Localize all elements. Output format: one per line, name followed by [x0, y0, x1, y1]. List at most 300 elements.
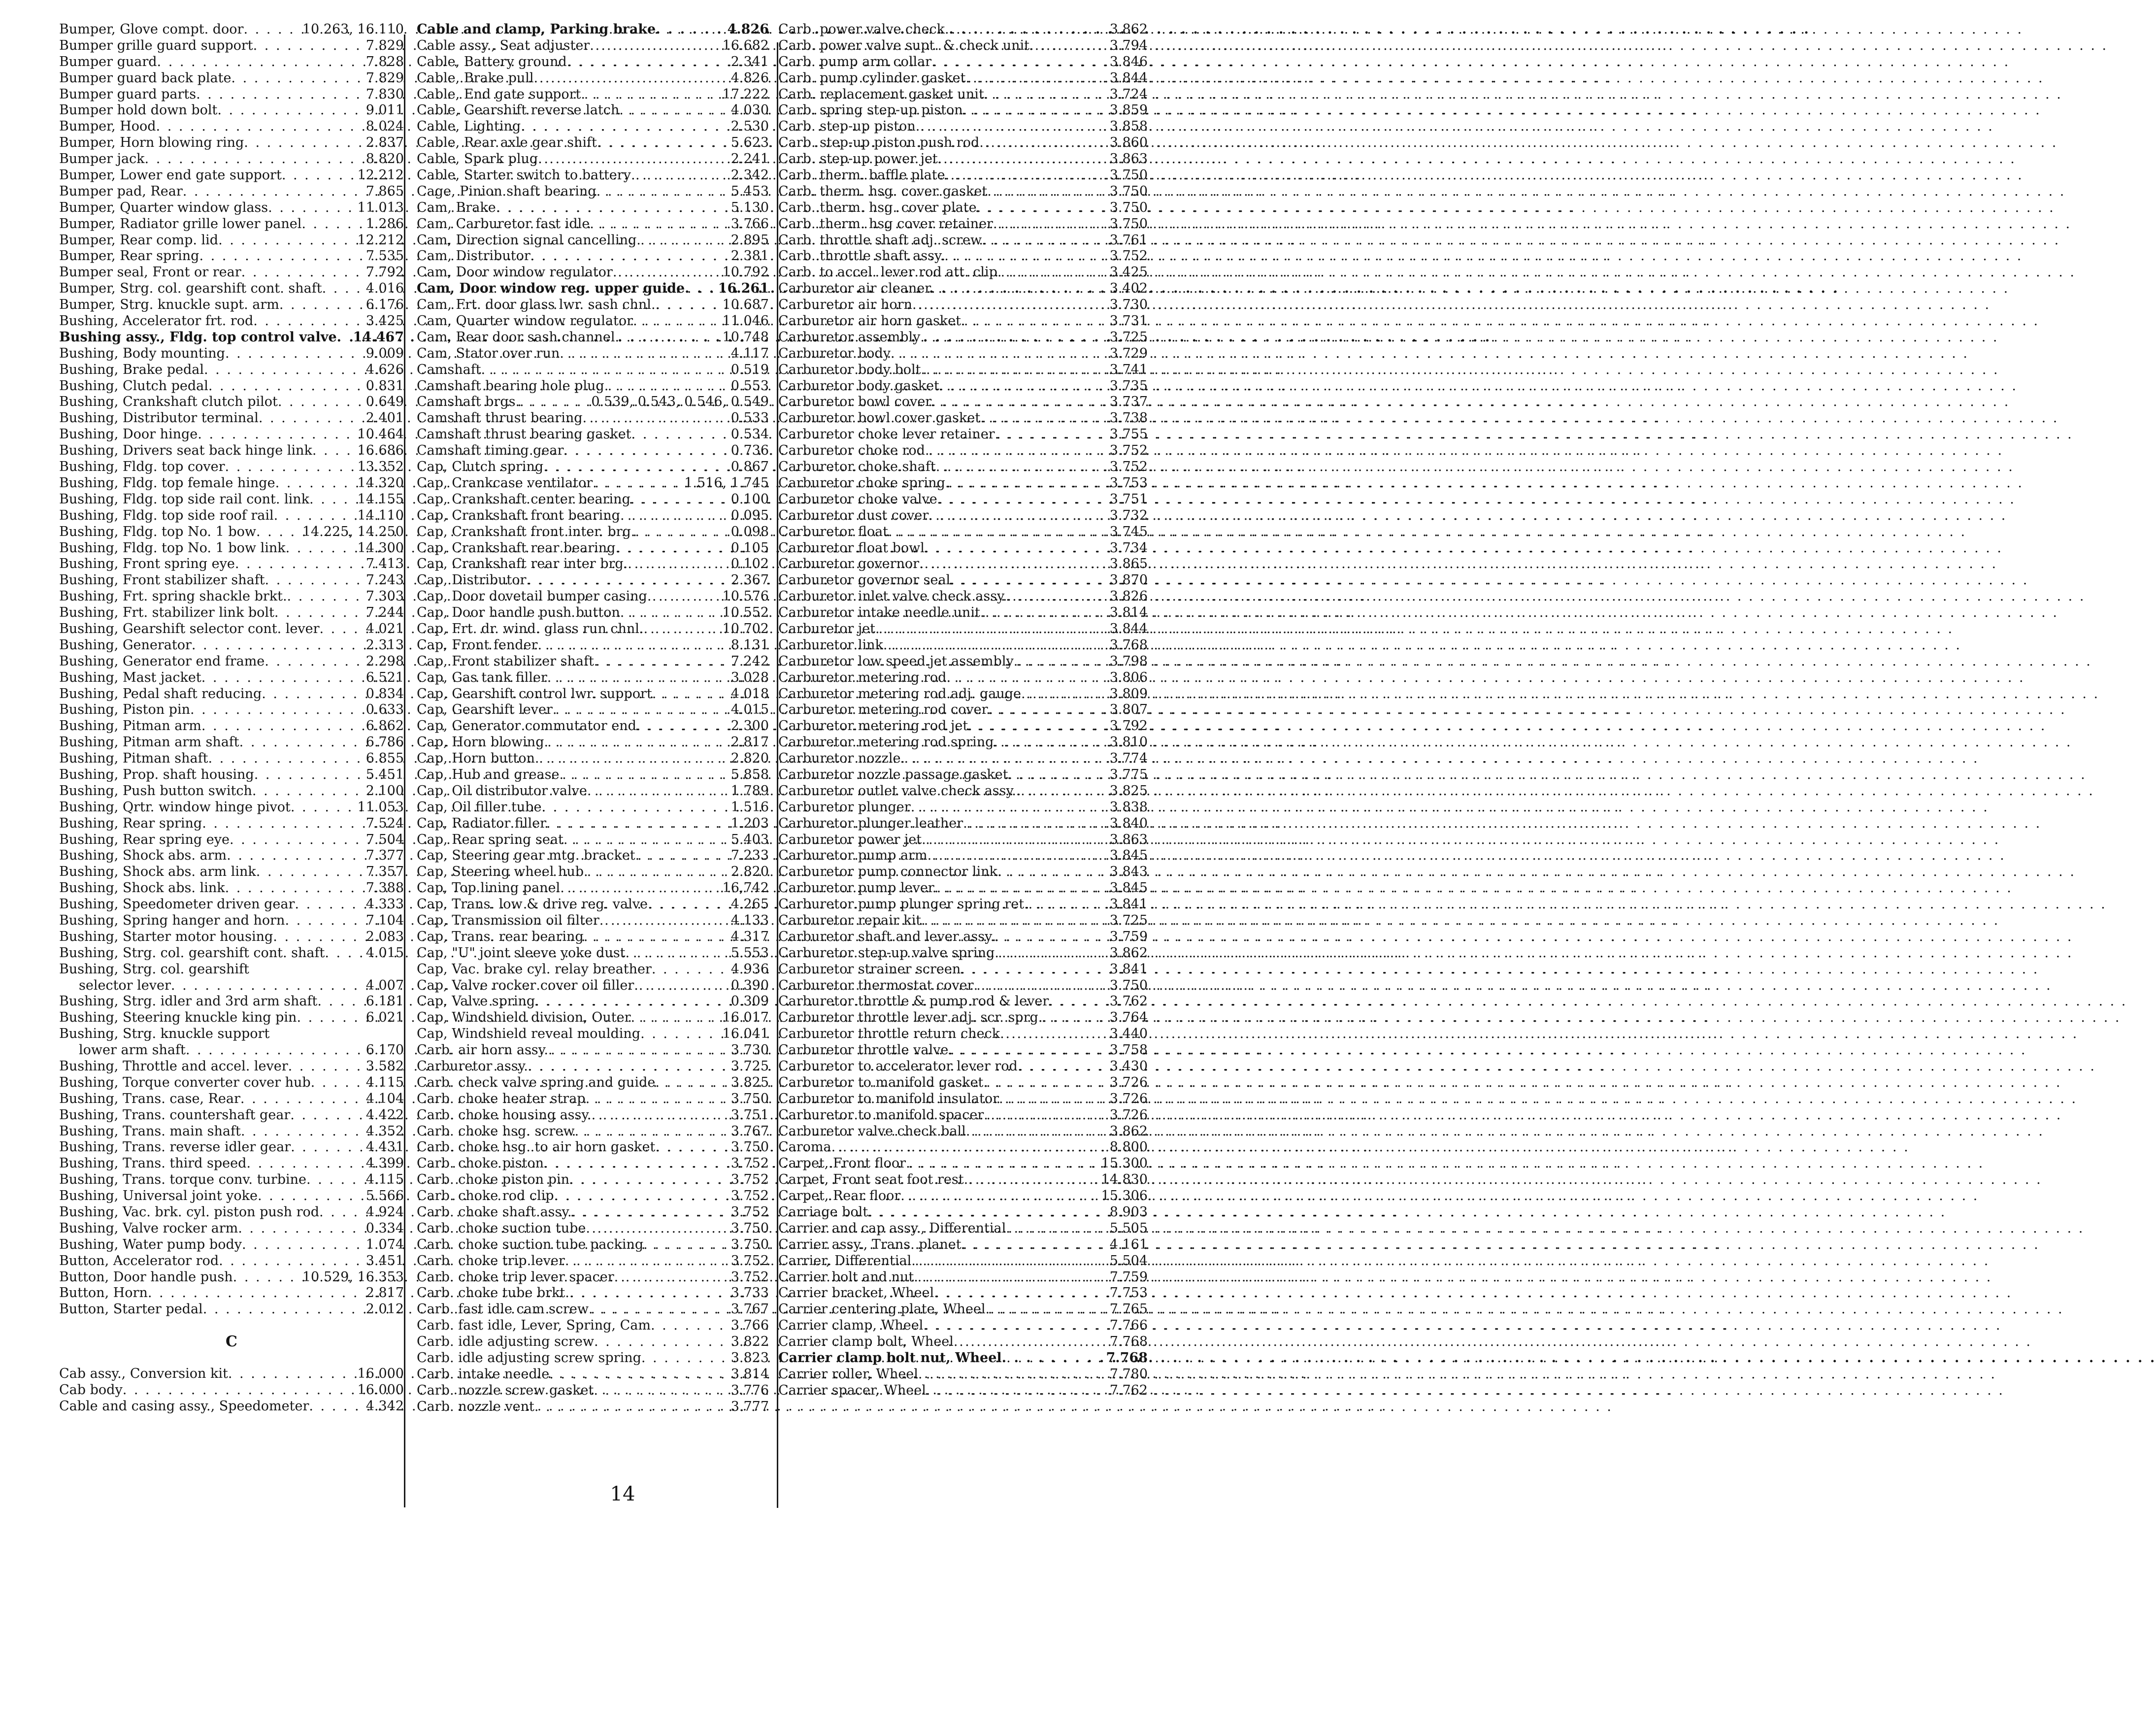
- dot-leader: [240, 1091, 364, 1107]
- entry-part-number: 3.845: [1109, 880, 1148, 896]
- index-entry: [59, 913, 404, 929]
- dot-leader: [225, 459, 356, 475]
- entry-part-number: 4.117: [730, 345, 769, 361]
- dot-leader: [597, 184, 729, 200]
- index-entry: [59, 945, 404, 962]
- index-entry: [778, 880, 1148, 897]
- dot-leader: [238, 1221, 364, 1237]
- index-entry: [59, 783, 404, 800]
- index-entry: [59, 686, 404, 702]
- dot-leader: [520, 394, 589, 410]
- index-entry: [778, 994, 1148, 1010]
- entry-label: Bumper jack: [59, 151, 145, 167]
- entry-part-number: 3.730: [1109, 297, 1148, 313]
- entry-label: Camshaft brgs.: [417, 394, 520, 410]
- index-entry: [778, 540, 1148, 557]
- entry-part-number: 3.750: [1109, 167, 1148, 183]
- dot-leader: [589, 1301, 729, 1318]
- entry-label: Camshaft bearing hole plug: [417, 378, 604, 394]
- entry-part-number: 3.865: [1109, 556, 1148, 572]
- index-entry: [417, 751, 769, 767]
- dot-leader: [888, 524, 1108, 540]
- entry-label: Cap, Steering gear mtg. bracket: [417, 848, 635, 864]
- dot-leader: [183, 184, 364, 200]
- entry-label: Bushing, Throttle and accel. lever: [59, 1059, 288, 1074]
- entry-label: Cap, Gas tank filler: [417, 669, 547, 685]
- entry-label: Cable, Rear axle gear shift: [417, 135, 597, 151]
- entry-part-number: 3.752: [730, 1253, 769, 1268]
- dot-leader: [931, 281, 1108, 297]
- entry-part-number: 3.750: [1109, 216, 1148, 232]
- entry-label: Cap, Top lining panel: [417, 880, 561, 896]
- entry-part-number: 7.768: [1109, 1334, 1148, 1350]
- entry-label: Carb. choke trip lever: [417, 1253, 565, 1268]
- index-entry: [778, 394, 1148, 410]
- entry-part-number: 3.843: [1109, 864, 1148, 880]
- entry-part-number: 7.504: [365, 832, 404, 847]
- entry-label: Cable and clamp, Parking brake: [417, 22, 656, 37]
- index-entry: [59, 1253, 404, 1269]
- dot-leader: [628, 556, 729, 572]
- dot-leader: [923, 1318, 1107, 1334]
- index-entry: [59, 378, 404, 395]
- entry-label: Bushing, Trans. reverse idler gear: [59, 1139, 291, 1155]
- entry-label: Carburetor nozzle: [778, 751, 901, 767]
- dot-leader: [265, 572, 364, 589]
- index-entry: [59, 54, 404, 70]
- index-entry: [778, 605, 1148, 621]
- entry-part-number: 10.552: [722, 605, 769, 621]
- index-entry: [778, 556, 1148, 572]
- entry-part-number: 7.388: [365, 880, 404, 896]
- index-entry: [59, 330, 404, 346]
- entry-part-number: 3.741: [1109, 362, 1148, 377]
- index-entry: [417, 880, 769, 897]
- entry-part-number: 14.155: [357, 491, 404, 507]
- dot-leader: [278, 394, 364, 410]
- entry-label: Bushing, Mast jacket: [59, 669, 201, 685]
- entry-label: Carburetor intake needle unit: [778, 605, 980, 621]
- entry-label: Cap, Door dovetail bumper casing: [417, 589, 647, 604]
- index-entry: [778, 978, 1148, 994]
- dot-leader: [544, 1156, 729, 1172]
- entry-part-number: 3.750: [730, 1091, 769, 1106]
- dot-leader: [1006, 1221, 1107, 1237]
- entry-label: Carrier roller, Wheel: [778, 1366, 918, 1382]
- entry-part-number: 4.021: [365, 621, 404, 636]
- index-entry: [778, 897, 1148, 913]
- dot-leader: [199, 248, 364, 265]
- entry-part-number: 2.241: [730, 151, 769, 167]
- index-entry: [417, 216, 769, 233]
- dot-leader: [546, 816, 729, 832]
- dot-leader: [309, 492, 355, 508]
- entry-part-number: 16.041: [722, 1026, 769, 1042]
- entry-part-number: 0.533: [730, 410, 769, 426]
- entry-part-number: 3.840: [1109, 815, 1148, 831]
- dot-leader: [587, 783, 729, 800]
- entry-part-number: 3.863: [1109, 151, 1148, 167]
- entry-label: Carb. idle adjusting screw spring: [417, 1350, 641, 1366]
- entry-label: Bushing, Speedometer driven gear: [59, 897, 295, 912]
- entry-label: selector lever: [79, 977, 171, 993]
- entry-label: Carb. choke rod clip: [417, 1188, 554, 1204]
- index-entry: [778, 1221, 1148, 1237]
- entry-part-number: 0.534: [730, 427, 769, 442]
- entry-part-number: 16.000: [357, 1366, 404, 1382]
- entry-label: Cap, Rear spring seat: [417, 832, 564, 847]
- entry-label: Carrier assy., Trans. planet: [778, 1236, 962, 1252]
- entry-label: Cage, Pinion shaft bearing: [417, 183, 597, 199]
- index-entry: [778, 265, 1148, 281]
- entry-label: Carb. therm. hsg cover retainer: [778, 216, 993, 232]
- entry-label: Carb. step-up piston: [778, 119, 916, 134]
- index-entry: [417, 637, 769, 654]
- index-entry: [778, 459, 1148, 475]
- dot-leader: [534, 1399, 729, 1415]
- entry-part-number: 7.357: [365, 864, 404, 880]
- dot-leader: [950, 572, 1108, 589]
- dot-leader: [918, 1367, 1108, 1383]
- index-entry: [778, 167, 1148, 184]
- index-entry: [778, 492, 1148, 508]
- dot-leader: [946, 670, 1107, 686]
- entry-label: Cap, Steering wheel hub: [417, 864, 584, 880]
- dot-leader: [262, 686, 364, 702]
- entry-label: lower arm shaft: [79, 1042, 186, 1058]
- entry-label: Carburetor metering rod: [778, 669, 947, 685]
- index-entry: [59, 248, 404, 265]
- dot-leader: [983, 1075, 1107, 1091]
- dot-leader: [317, 994, 364, 1010]
- dot-leader: [241, 1124, 364, 1140]
- entry-label: Bushing, Front spring eye: [59, 556, 235, 572]
- entry-part-number: 3.750: [1109, 977, 1148, 993]
- entry-part-number: 3.859: [1109, 102, 1148, 118]
- dot-leader: [980, 605, 1108, 621]
- entry-label: Bushing, Shock abs. link: [59, 880, 225, 896]
- entry-part-number: 3.807: [1109, 702, 1148, 718]
- dot-leader: [584, 864, 729, 880]
- index-entry: [417, 119, 769, 135]
- entry-part-number: 5.504: [1109, 1253, 1148, 1268]
- index-entry: [59, 880, 404, 897]
- dot-leader: [643, 1237, 729, 1253]
- entry-part-number: 10.529, 16.353: [302, 1269, 404, 1285]
- entry-part-number: 2.820: [730, 864, 769, 880]
- dot-leader: [567, 54, 729, 70]
- index-entry: [417, 734, 769, 751]
- dot-leader: [901, 751, 1108, 767]
- dot-leader: [541, 800, 729, 816]
- entry-label: Bumper hold down bolt: [59, 102, 218, 118]
- entry-part-number: 0.633: [365, 702, 404, 718]
- index-entry: [59, 605, 404, 621]
- dot-leader: [1042, 1010, 1107, 1026]
- index-entry: [417, 1059, 769, 1075]
- entry-label: Carb. therm. baffle plate: [778, 167, 945, 183]
- entry-label: Carburetor to manifold spacer: [778, 1107, 984, 1123]
- section-heading: [59, 1318, 404, 1366]
- index-entry: [778, 297, 1148, 313]
- entry-part-number: 3.822: [730, 1334, 769, 1350]
- index-entry: [417, 1367, 769, 1383]
- dot-leader: [934, 1285, 1108, 1301]
- entry-label: Carburetor choke lever retainer: [778, 427, 995, 442]
- index-entry: [417, 346, 769, 362]
- entry-label: Bushing, Trans. case, Rear: [59, 1091, 240, 1106]
- entry-label: Carburetor choke valve: [778, 491, 937, 507]
- entry-label: Carburetor throttle lever adj. scr. sprg.: [778, 1010, 1043, 1026]
- index-entry: [59, 427, 404, 443]
- entry-label: Carburetor air cleaner: [778, 281, 931, 297]
- entry-part-number: 3.774: [1109, 751, 1148, 767]
- dot-leader: [626, 945, 729, 962]
- entry-label: Cap, Crankshaft front inter. brg.: [417, 524, 635, 539]
- entry-label: Bushing, Trans. countershaft gear: [59, 1107, 291, 1123]
- index-entry: [417, 1269, 769, 1286]
- entry-part-number: 4.015: [365, 945, 404, 961]
- entry-part-number: 2.530: [730, 119, 769, 134]
- index-entry: [778, 783, 1148, 800]
- dot-leader: [564, 832, 729, 848]
- entry-label: Carburetor dust cover: [778, 507, 929, 523]
- entry-part-number: 3.766: [730, 1318, 769, 1334]
- index-entry: [417, 1091, 769, 1107]
- entry-label: Carburetor bowl cover: [778, 394, 932, 410]
- dot-leader: [655, 1139, 729, 1156]
- dot-leader: [1016, 783, 1108, 800]
- entry-label: Bushing, Water pump body: [59, 1236, 242, 1252]
- index-entry: [778, 816, 1148, 832]
- entry-part-number: 3.752: [1109, 443, 1148, 459]
- entry-label: Carb. nozzle screw gasket: [417, 1382, 594, 1398]
- index-entry: [59, 1156, 404, 1172]
- index-entry: [59, 1204, 404, 1221]
- entry-part-number: 4.352: [365, 1123, 404, 1139]
- entry-part-number: 0.334: [365, 1220, 404, 1236]
- entry-part-number: 14.300: [357, 540, 404, 556]
- entry-label: Carburetor pump arm: [778, 848, 928, 864]
- entry-label: Cap, Clutch spring: [417, 459, 544, 475]
- index-entry: [59, 994, 404, 1010]
- dot-leader: [916, 119, 1108, 135]
- entry-part-number: 8.131: [730, 637, 769, 653]
- entry-label: Carb. power valve check: [778, 22, 945, 37]
- dot-leader: [312, 443, 356, 459]
- index-entry: [417, 994, 769, 1010]
- entry-label: Carb. choke trip lever spacer: [417, 1269, 614, 1285]
- index-entry: [59, 233, 404, 249]
- dot-leader: [306, 1172, 364, 1188]
- entry-label: Bumper seal, Front or rear: [59, 265, 241, 280]
- dot-leader: [636, 233, 729, 249]
- dot-leader: [538, 151, 729, 167]
- dot-leader: [633, 313, 720, 330]
- index-entry: [59, 87, 404, 103]
- entry-part-number: 7.244: [365, 605, 404, 621]
- index-entry: [417, 184, 769, 200]
- dot-leader: [928, 848, 1108, 864]
- entry-label: Carburetor inlet valve check assy.: [778, 589, 1007, 604]
- dot-leader: [594, 654, 729, 670]
- index-entry: [59, 929, 404, 945]
- dot-leader: [948, 1042, 1107, 1059]
- dot-leader: [641, 1350, 729, 1367]
- dot-leader: [614, 1269, 729, 1286]
- index-entry: [59, 70, 404, 87]
- dot-leader: [290, 1107, 364, 1124]
- dot-leader: [656, 297, 721, 313]
- dot-leader: [875, 621, 1108, 637]
- dot-leader: [599, 913, 729, 929]
- entry-label: Carb. fast idle cam screw: [417, 1301, 589, 1317]
- entry-part-number: 4.317: [730, 929, 769, 944]
- dot-leader: [241, 265, 364, 281]
- entry-part-number: 7.233: [730, 848, 769, 864]
- dot-leader: [244, 135, 364, 151]
- index-entry: [778, 621, 1148, 637]
- entry-label: Cap, Front fender: [417, 637, 538, 653]
- index-entry: [59, 38, 404, 54]
- entry-part-number: 4.342: [365, 1399, 404, 1414]
- index-entry: [59, 1285, 404, 1301]
- entry-part-number: 0.867: [730, 459, 769, 475]
- index-entry: [417, 897, 769, 913]
- entry-part-number: 4.018: [730, 686, 769, 701]
- index-entry: [417, 1237, 769, 1253]
- entry-part-number: 7.830: [365, 86, 404, 102]
- entry-part-number: 2.341: [730, 54, 769, 69]
- dot-leader: [590, 216, 729, 233]
- entry-label: Bushing, Accelerator frt. rod: [59, 313, 254, 329]
- entry-part-number: 4.936: [730, 961, 769, 977]
- entry-label: Carb. check valve spring and guide: [417, 1074, 656, 1090]
- dot-leader: [564, 443, 729, 459]
- index-entry: [59, 346, 404, 362]
- entry-label: Carburetor float bowl: [778, 540, 925, 556]
- entry-part-number: 4.016: [365, 281, 404, 297]
- entry-label: Camshaft thrust bearing: [417, 410, 583, 426]
- dot-leader: [631, 1010, 721, 1026]
- index-entry: [778, 572, 1148, 589]
- index-entry: [778, 1285, 1148, 1301]
- entry-part-number: 4.104: [365, 1091, 404, 1106]
- index-entry: [417, 70, 769, 87]
- entry-part-number: 3.846: [1109, 54, 1148, 69]
- dot-leader: [554, 1188, 729, 1204]
- entry-part-number: 10.702: [722, 621, 769, 636]
- entry-part-number: 5.403: [730, 832, 769, 847]
- entry-label: Cap, Door handle push button: [417, 605, 620, 621]
- index-entry: [778, 54, 1148, 70]
- dot-leader: [912, 297, 1108, 313]
- dot-leader: [929, 508, 1107, 524]
- dot-leader: [647, 589, 721, 605]
- dot-leader: [560, 346, 729, 362]
- entry-part-number: 3.725: [1109, 912, 1148, 928]
- entry-label: Carpet, Rear floor: [778, 1188, 901, 1204]
- entry-part-number: 3.792: [1109, 718, 1148, 734]
- entry-part-number: 16.682: [722, 37, 769, 53]
- dot-leader: [265, 654, 364, 670]
- dot-leader: [171, 978, 364, 994]
- entry-part-number: 3.825: [1109, 783, 1148, 799]
- entry-label: C: [226, 1333, 237, 1351]
- entry-part-number: 3.752: [730, 1269, 769, 1285]
- index-entry: [778, 330, 1148, 346]
- index-entry: [417, 816, 769, 832]
- entry-label: Carpet, Front floor: [778, 1156, 906, 1171]
- entry-part-number: 3.870: [1109, 572, 1148, 588]
- entry-label: Bushing, Clutch pedal: [59, 378, 208, 394]
- entry-part-number: 3.751: [1109, 491, 1148, 507]
- entry-part-number: 2.820: [730, 751, 769, 767]
- index-entry: [59, 751, 404, 767]
- entry-part-number: 7.753: [1109, 1285, 1148, 1301]
- entry-part-number: 3.762: [1109, 994, 1148, 1009]
- index-entry: [778, 848, 1148, 864]
- index-entry: [417, 783, 769, 800]
- entry-label: Bushing, Steering knuckle king pin: [59, 1010, 297, 1026]
- entry-label: Camshaft: [417, 362, 481, 377]
- entry-label: Button, Door handle push: [59, 1269, 233, 1285]
- entry-part-number: 4.265: [730, 897, 769, 912]
- dot-leader: [548, 1042, 729, 1059]
- index-entry: [778, 637, 1148, 654]
- entry-label: Cap, Windshield reveal moulding: [417, 1026, 641, 1042]
- entry-part-number: 14.110: [357, 507, 404, 523]
- entry-label: Bumper, Strg. knuckle supt. arm: [59, 297, 279, 313]
- dot-leader: [256, 524, 300, 540]
- entry-part-number: 2.342: [730, 167, 769, 183]
- index-entry: [59, 1382, 404, 1399]
- index-entry: [59, 410, 404, 427]
- entry-part-number: 1.516, 1.745: [684, 475, 769, 491]
- dot-leader: [553, 702, 729, 718]
- entry-label: Bushing, Prop. shaft housing: [59, 767, 254, 782]
- entry-part-number: 8.903: [1109, 1204, 1148, 1220]
- entry-label: Carburetor throttle & pump rod & lever: [778, 994, 1049, 1009]
- dot-leader: [481, 362, 729, 378]
- entry-part-number: 3.725: [730, 1059, 769, 1074]
- index-entry: [59, 1026, 404, 1042]
- dot-leader: [921, 362, 1108, 378]
- entry-label: Cap, "U" joint sleeve yoke dust: [417, 945, 626, 961]
- index-entry: [417, 1026, 769, 1042]
- index-entry: [417, 767, 769, 783]
- entry-label: Bushing, Strg. col. gearshift: [59, 961, 249, 977]
- index-entry: [417, 686, 769, 702]
- index-entry: [417, 1124, 769, 1140]
- index-entry: [778, 313, 1148, 330]
- index-entry: [59, 832, 404, 848]
- index-entry: [417, 265, 769, 281]
- index-entry: [59, 734, 404, 751]
- dot-leader: [995, 945, 1107, 962]
- entry-label: Bushing, Distributor terminal: [59, 410, 259, 426]
- entry-label: Bumper, Radiator grille lower panel: [59, 216, 302, 232]
- index-entry: [59, 362, 404, 378]
- entry-part-number: 3.425: [365, 313, 404, 329]
- entry-label: Cam, Quarter window regulator: [417, 313, 633, 329]
- dot-leader: [584, 929, 729, 945]
- entry-label: Carburetor link: [778, 637, 883, 653]
- dot-leader: [954, 1334, 1108, 1350]
- dot-leader: [123, 1382, 356, 1399]
- entry-part-number: 4.007: [365, 977, 404, 993]
- dot-leader: [945, 22, 1108, 38]
